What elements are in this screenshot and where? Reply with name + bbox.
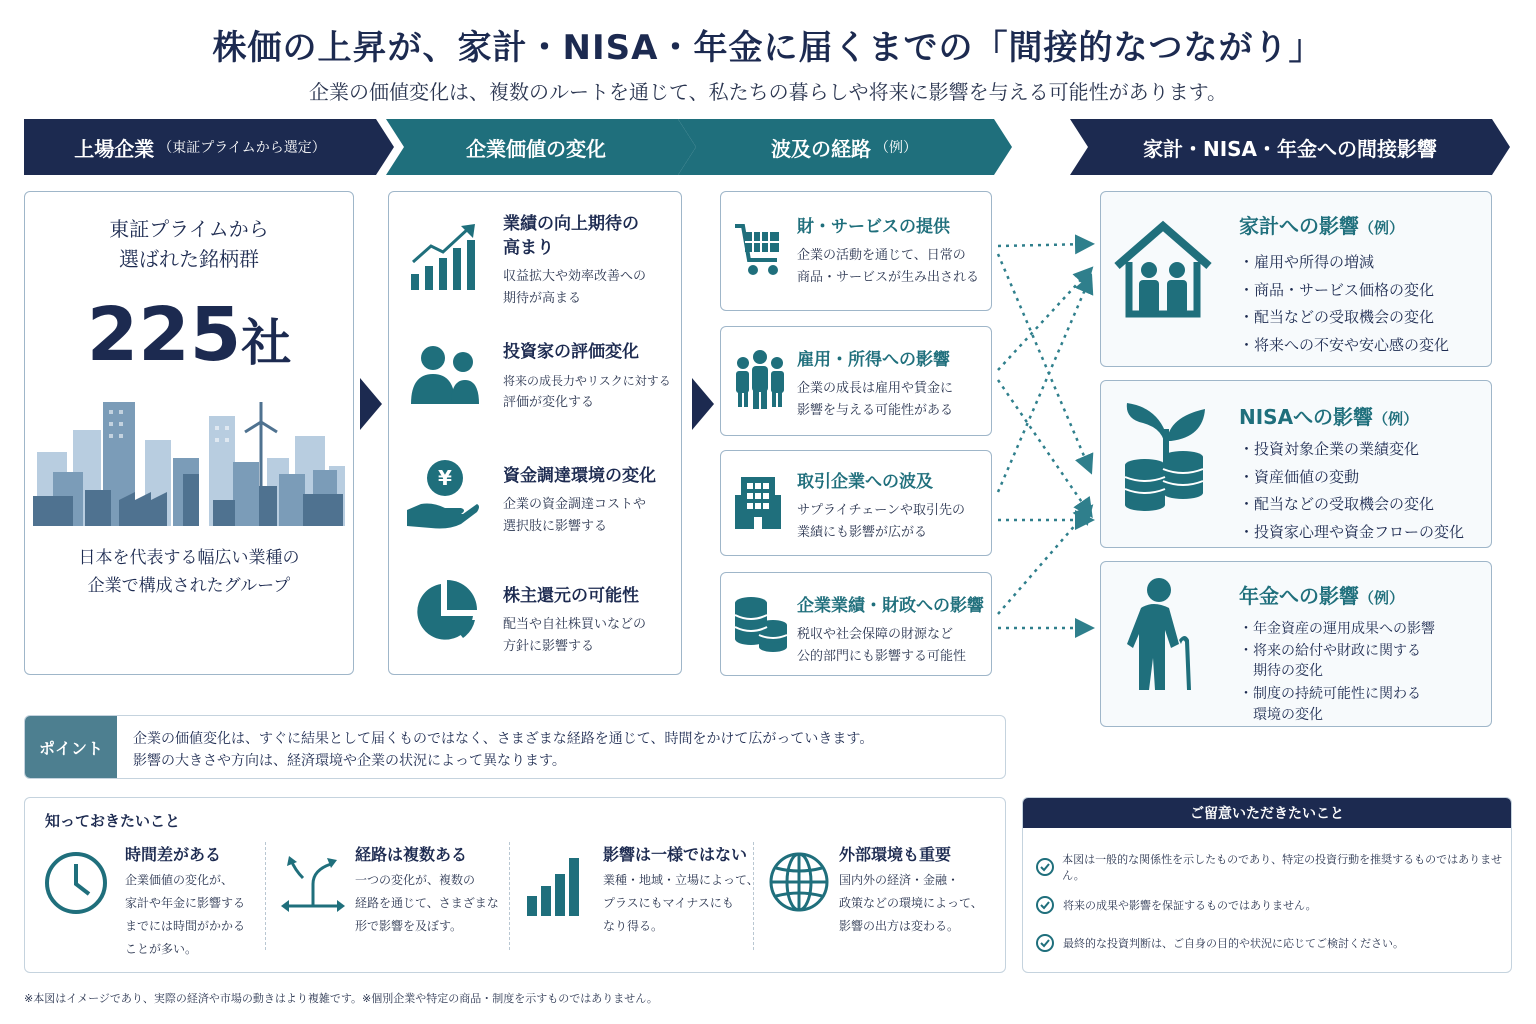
impact-card-nisa: NISAへの影響（例） ・投資対象企業の業績変化 ・資産価値の変動 ・配当などの受取機会の変化 ・投資家心理や資金フローの変化 — [1100, 380, 1492, 548]
notice-item: 本図は一般的な関係性を示したものであり、特定の投資行動を推奨するものではありません。 — [1035, 848, 1505, 886]
point-box — [24, 715, 1006, 779]
house-family-icon — [1113, 220, 1213, 320]
value-item-1: 業績の向上期待の 高まり 収益拡大や効率改善への 期待が高まる — [503, 214, 647, 306]
sprout-coins-icon — [1121, 401, 1211, 513]
point-label: ポイント — [25, 716, 117, 778]
notice-item: 将来の成果や影響を保証するものではありません。 — [1035, 886, 1505, 924]
divider — [509, 842, 510, 950]
clock-icon — [43, 850, 109, 916]
banner-routes: 波及の経路 （例） — [771, 136, 917, 161]
banner-impact: 家計・NISA・年金への間接影響 — [1142, 136, 1438, 161]
check-circle-icon — [1035, 857, 1054, 877]
check-circle-icon — [1035, 895, 1055, 915]
know-heading: 知っておきたいこと — [45, 812, 181, 830]
divider — [265, 842, 266, 950]
point-line-1: 企業の価値変化は、すぐに結果として届くものではなく、さまざまな経路を通じて、時間をかけて広がっていきます。 — [133, 731, 874, 747]
listed-count-unit: 社 — [241, 314, 292, 372]
footnote: ※本図はイメージであり、実際の経済や市場の動きはより複雑です。※個別企業や特定の商品・制度を示すものではありません。 — [24, 992, 658, 1005]
building-icon — [735, 475, 781, 531]
value-item-4: 株主還元の可能性 配当や自社株買いなどの 方針に影響する — [503, 586, 647, 654]
page-subtitle: 企業の価値変化は、複数のルートを通じて、私たちの暮らしや将来に影響を与える可能性があります。 — [309, 80, 1227, 104]
impact-card-household: 家計への影響（例） ・雇用や所得の増減 ・商品・サービス価格の変化 ・配当などの受取機会の変化 ・将来への不安や安心感の変化 — [1100, 191, 1492, 367]
divider — [753, 842, 754, 950]
growth-chart-icon — [409, 222, 479, 292]
page-title: 株価の上昇が、家計・NISA・年金に届くまでの「間接的なつながり」 — [212, 28, 1324, 68]
coins-icon — [733, 595, 789, 653]
svg-text:¥: ¥ — [438, 466, 452, 490]
people-icon — [735, 349, 785, 411]
route-card-2: 雇用・所得への影響 企業の成長は雇用や賃金に 影響を与える可能性がある — [720, 326, 992, 436]
notice-heading: ご留意いただきたいこと — [1023, 798, 1511, 828]
listed-desc-1: 日本を代表する幅広い業種の — [78, 548, 300, 568]
city-skyline-icon — [33, 400, 345, 526]
value-item-3: 資金調達環境の変化 企業の資金調達コストや 選択肢に影響する — [503, 466, 656, 534]
listed-card — [24, 191, 354, 675]
notice-item: 最終的な投資判断は、ご自身の目的や状況に応じてご検討ください。 — [1035, 924, 1505, 962]
banner-value-change: 企業価値の変化 — [466, 136, 606, 161]
value-item-2: 投資家の評価変化 将来の成長力やリスクに対する 評価が変化する — [503, 342, 671, 410]
investors-icon — [411, 344, 481, 406]
pie-chart-icon — [413, 580, 477, 644]
listed-desc-2: 企業で構成されたグループ — [87, 576, 291, 596]
point-line-2: 影響の大きさや方向は、経済環境や企業の状況によって異なります。 — [133, 753, 566, 769]
route-card-4: 企業業績・財政への影響 税収や社会保障の財源など 公的部門にも影響する可能性 — [720, 572, 992, 676]
listed-heading-1: 東証プライムから — [109, 217, 269, 241]
know-box: 知っておきたいこと 時間差がある 企業価値の変化が、 家計や年金に影響する までには時間がかかる ことが多い。 経路は複数ある 一つの変化が、複数の 経路を通じて、さまざまな 形で影響を及ぼす。 影響は一様ではない 業種・地域・立場によって、 プラスにもマイナスにも なり得る。 外部環境も重要 国内外の経済・金融・ 政策などの環境によって、 影響の出方は変わる。 — [24, 797, 1006, 973]
cart-icon — [733, 222, 783, 278]
arrow-right-icon — [690, 378, 716, 430]
impact-card-pension: 年金への影響（例） ・年金資産の運用成果への影響 ・将来の給付や財政に関する 期待の変化 ・制度の持続可能性に関わる 環境の変化 — [1100, 561, 1492, 727]
listed-heading-2: 選ばれた銘柄群 — [119, 247, 259, 271]
value-change-card — [388, 191, 682, 675]
route-card-3: 取引企業への波及 サプライチェーンや取引先の 業績にも影響が広がる — [720, 450, 992, 556]
route-card-1: 財・サービスの提供 企業の活動を通じて、日常の 商品・サービスが生み出される — [720, 191, 992, 311]
split-arrows-icon — [281, 854, 345, 914]
check-circle-icon — [1035, 933, 1055, 953]
notice-box — [1022, 797, 1512, 973]
arrow-right-icon — [358, 378, 384, 430]
globe-icon — [767, 850, 831, 914]
elderly-icon — [1125, 574, 1205, 694]
bar-chart-icon — [525, 854, 585, 918]
listed-count: 225 — [86, 292, 242, 378]
route-connectors — [994, 230, 1100, 640]
yen-hand-icon — [405, 458, 481, 532]
banner-listed: 上場企業 （東証プライムから選定） — [74, 136, 326, 161]
